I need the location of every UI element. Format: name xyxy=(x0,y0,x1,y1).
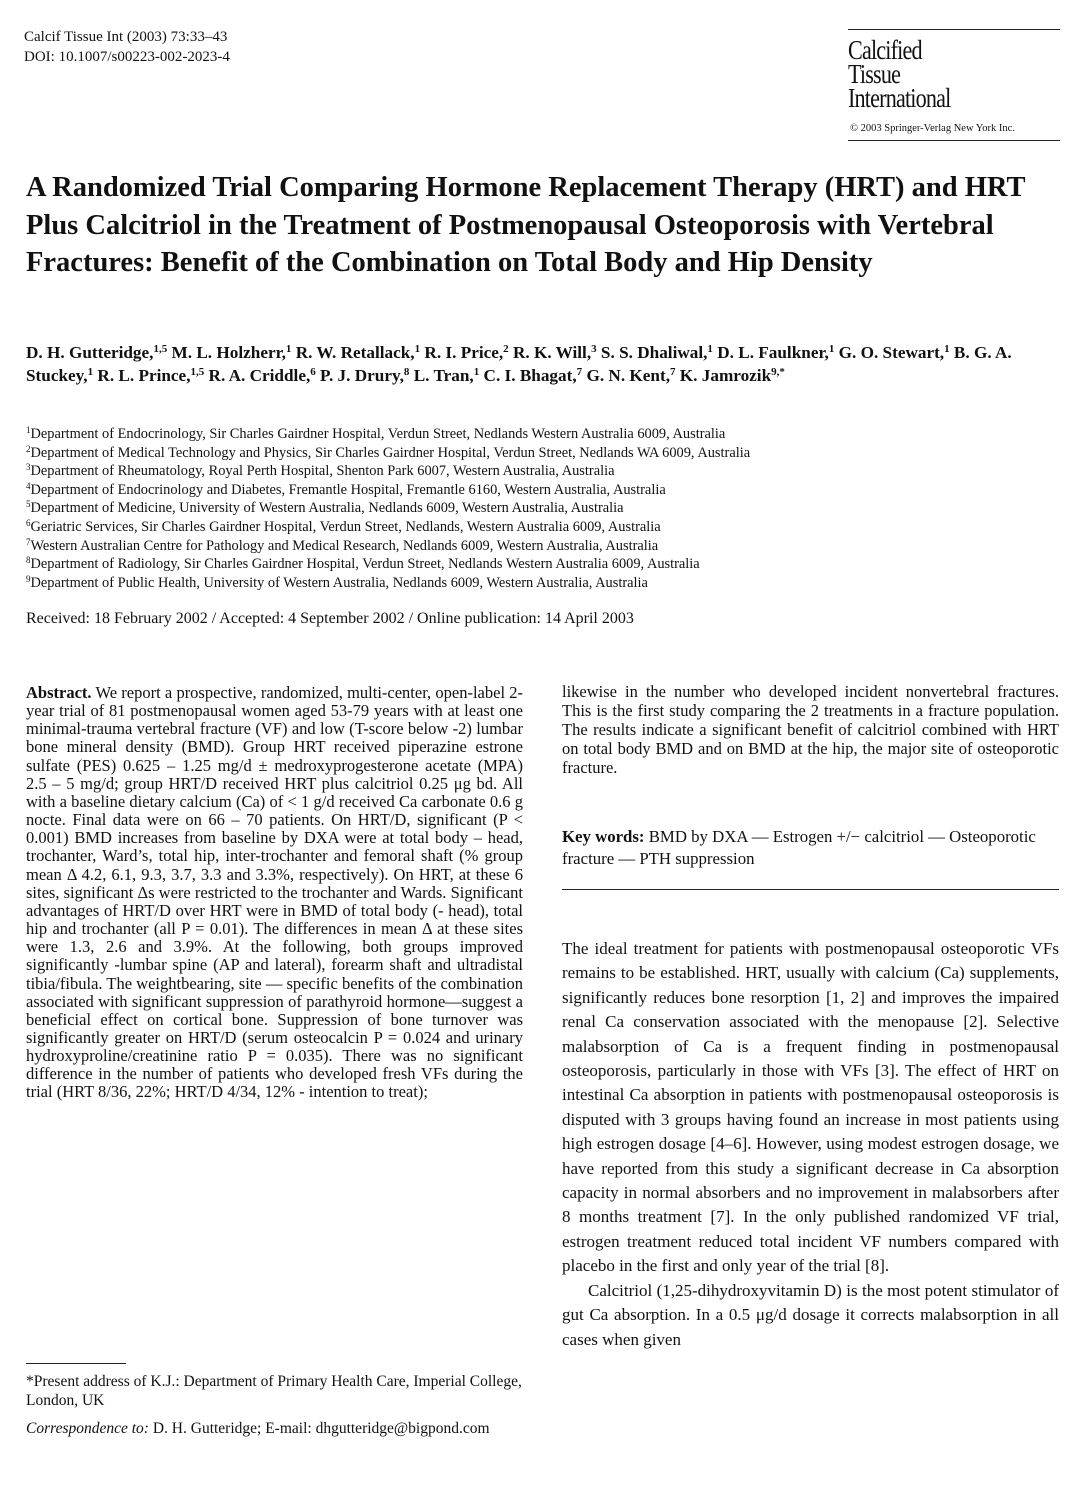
author-affiliation-marker: 9,* xyxy=(771,365,785,378)
journal-logo xyxy=(848,30,1022,116)
author xyxy=(414,366,480,385)
keywords-divider xyxy=(562,889,1059,890)
affiliation-number: 8 xyxy=(26,555,31,566)
body-paragraph: Calcitriol (1,25-dihydroxyvitamin D) is the most potent stimulator of gut Ca absorption. In a 0.5 μg/d dosage it corrects malabsorption in all cases when given xyxy=(562,1280,1059,1349)
author-affiliation-marker: 1,5 xyxy=(190,365,205,378)
abstract-right-column xyxy=(562,682,1059,777)
affiliation-text: Department of Medical Technology and Physics, Sir Charles Gairdner Hospital, Verdun Street, Nedlands WA 6009, Australia xyxy=(30,444,751,461)
journal-logo-line: Calcified xyxy=(848,35,922,65)
affiliation xyxy=(26,555,1071,574)
journal-citation: Calcif Tissue Int (2003) 73:33–43 xyxy=(24,29,228,45)
author xyxy=(513,343,597,362)
author xyxy=(209,366,316,385)
author-name: G. O. Stewart, xyxy=(838,343,945,362)
publisher-copyright: © 2003 Springer-Verlag New York Inc. xyxy=(850,123,1015,134)
affiliation-text: Department of Rheumatology, Royal Perth Hospital, Shenton Park 6007, Western Australia, Australia xyxy=(30,463,615,480)
affiliation-text: Department of Endocrinology and Diabetes, Fremantle Hospital, Fremantle 6160, Western Australia, Australia xyxy=(30,481,666,498)
author-name: L. Tran, xyxy=(413,365,474,385)
author xyxy=(839,343,950,362)
affiliation-number: 2 xyxy=(26,443,31,454)
affiliation-number: 6 xyxy=(26,517,31,528)
author xyxy=(172,343,292,362)
correspondence-note xyxy=(26,1420,523,1439)
correspondence-text: D. H. Gutteridge; E-mail: dhgutteridge@bigpond.com xyxy=(152,1420,490,1437)
affiliation-text: Department of Public Health, University of Western Australia, Nedlands 6009, Western Australia, Australia xyxy=(30,574,648,591)
footnotes xyxy=(26,1373,523,1449)
author-affiliation-marker: 1 xyxy=(473,365,480,378)
affiliation-number: 9 xyxy=(26,573,31,584)
author-name: R. A. Criddle, xyxy=(208,365,311,385)
abstract-left-column xyxy=(26,684,523,1102)
keywords xyxy=(562,826,1059,870)
affiliation-number: 7 xyxy=(26,536,31,547)
article-citation-header xyxy=(24,27,230,67)
author-name: R. I. Price, xyxy=(424,343,504,362)
author xyxy=(680,366,785,385)
affiliation-text: Department of Medicine, University of Western Australia, Nedlands 6009, Western Australia, Australia xyxy=(30,500,624,517)
author xyxy=(97,366,204,385)
affiliation xyxy=(26,425,1071,444)
author xyxy=(601,343,713,362)
author xyxy=(296,343,420,362)
author-name: R. W. Retallack, xyxy=(295,343,415,362)
author-affiliation-marker: 7 xyxy=(670,365,676,378)
author xyxy=(26,343,167,362)
author-affiliation-marker: 1 xyxy=(285,343,292,355)
author-name: B. G. A. Stuckey, xyxy=(26,343,1012,385)
logo-bottom-rule xyxy=(848,140,1060,141)
affiliation-number: 3 xyxy=(26,462,31,473)
journal-logo-box xyxy=(848,29,1060,141)
affiliation xyxy=(26,499,1071,518)
author-name: D. H. Gutteridge, xyxy=(26,343,154,362)
affiliation-text: Department of Endocrinology, Sir Charles Gairdner Hospital, Verdun Street, Nedlands Western Australia 6009, Australia xyxy=(30,426,726,442)
abstract-label: Abstract. xyxy=(26,683,92,702)
affiliation xyxy=(26,481,1071,500)
keywords-text: BMD by DXA — Estrogen +/− calcitriol — Osteoporotic fracture — PTH suppression xyxy=(562,827,1036,868)
affiliation-number: 1 xyxy=(26,425,31,435)
affiliation-text: Department of Radiology, Sir Charles Gairdner Hospital, Verdun Street, Nedlands Western Australia 6009, Australia xyxy=(30,556,700,573)
affiliation xyxy=(26,574,1071,593)
author-affiliation-marker: 6 xyxy=(310,365,316,378)
author xyxy=(320,366,409,385)
author-affiliation-marker: 1 xyxy=(944,343,950,355)
author-affiliation-marker: 1 xyxy=(828,343,835,355)
author-affiliation-marker: 7 xyxy=(576,365,583,378)
footnote-divider xyxy=(26,1363,126,1364)
author-affiliation-marker: 2 xyxy=(503,343,509,355)
correspondence-label: Correspondence to: xyxy=(26,1420,149,1437)
keywords-label: Key words: xyxy=(562,827,645,846)
abstract-continuation: likewise in the number who developed incident nonvertebral fractures. This is the first study comparing the 2 treatments in a fracture population. The results indicate a significant benefit of calcitriol combined with HRT on total body BMD and on BMD at the hip, the major site of osteoporotic fracture. xyxy=(562,682,1059,777)
author-affiliation-marker: 8 xyxy=(403,365,410,378)
author xyxy=(424,343,508,362)
body-paragraph: The ideal treatment for patients with postmenopausal osteoporotic VFs remains to be established. HRT, usually with calcium (Ca) supplements, significantly reduces bone resorption [1, 2] and improves the impaired renal Ca conservation associated with the menopause [2]. Selective malabsorption of Ca is a frequent finding in postmenopausal osteoporosis, particularly in those with VFs [3]. The effect of HRT on intestinal Ca absorption in patients with postmenopausal osteoporosis is disputed with 3 groups having found an increase in most patients using high estrogen dosage [4–6]. However, using modest estrogen dosage, we have reported from this study a significant decrease in Ca absorption capacity in normal absorbers and no improvement in malabsorbers after 8 months treatment [7]. In the only published randomized VF trial, estrogen treatment reduced total incident VF numbers compared with placebo in the first and only year of the trial [8]. xyxy=(562,939,1059,1276)
author-name: C. I. Bhagat, xyxy=(483,365,577,385)
affiliation xyxy=(26,444,1071,463)
author-name: K. Jamrozik xyxy=(679,365,772,385)
affiliation-number: 5 xyxy=(26,499,31,510)
present-address-note: *Present address of K.J.: Department of Primary Health Care, Imperial College, London, UK xyxy=(26,1373,522,1409)
author-name: P. J. Drury, xyxy=(320,365,404,385)
author-name: R. K. Will, xyxy=(512,343,592,362)
author-name: R. L. Prince, xyxy=(97,365,191,385)
affiliation-list xyxy=(26,425,1071,592)
abstract-paragraph xyxy=(26,684,523,1102)
journal-logo-line: International xyxy=(848,83,951,113)
author-name: S. S. Dhaliwal, xyxy=(600,343,708,362)
journal-logo-line: Tissue xyxy=(848,59,901,89)
author-list xyxy=(26,342,1071,388)
introduction-body xyxy=(562,937,1059,1352)
author-affiliation-marker: 1 xyxy=(707,343,713,355)
abstract-text: We report a prospective, randomized, multi-center, open-label 2-year trial of 81 postmenopausal women aged 53-79 years with at least one minimal-trauma vertebral fracture (VF) and low (T-score below -2) lumbar bone mineral density (BMD). Group HRT received piperazine estrone sulfate (PES) 0.625 – 1.25 mg/d ± medroxyprogesterone acetate (MPA) 2.5 – 5 mg/d; group HRT/D received HRT plus calcitriol 0.25 μg bd. All with a baseline dietary calcium (Ca) of < 1 g/d received Ca carbonate 0.6 g nocte. Final data were on 66 – 70 patients. On HRT/D, significant (P < 0.001) BMD increases from baseline by DXA were at total body – head, trochanter, Ward’s, total hip, inter-trochanter and femoral shaft (% group mean Δ 4.2, 6.1, 9.3, 3.7, 3.3 and 3.3%, respectively). On HRT, at these 6 sites, significant Δs were restricted to the trochanter and Wards. Significant advantages of HRT/D over HRT were in BMD of total body (- head), total hip and trochanter (all P = 0.01). The differences in mean Δ at these sites were 1.3, 2.6 and 3.9%. At the following, both groups improved significantly -lumbar spine (AP and lateral), forearm shaft and ultradistal tibia/fibula. The weightbearing, site — specific benefits of the combination associated with significant suppression of parathyroid hormone—suggest a beneficial effect on cortical bone. Suppression of bone turnover was significantly greater on HRT/D (serum osteocalcin P = 0.024 and urinary hydroxyproline/creatinine ratio P = 0.035). There was no significant difference in the number of patients who developed fresh VFs during the trial (HRT 8/36, 22%; HRT/D 4/34, 12% - intention to treat); xyxy=(26,683,523,1102)
author-affiliation-marker: 1 xyxy=(414,343,421,355)
author-affiliation-marker: 1 xyxy=(87,365,94,378)
author-affiliation-marker: 3 xyxy=(591,343,597,355)
doi: DOI: 10.1007/s00223-002-2023-4 xyxy=(24,49,230,65)
author-affiliation-marker: 1,5 xyxy=(153,343,168,355)
affiliation-text: Geriatric Services, Sir Charles Gairdner Hospital, Verdun Street, Nedlands, Western Australia 6009, Australia xyxy=(30,518,661,535)
author-name: M. L. Holzherr, xyxy=(171,343,286,362)
article-title: A Randomized Trial Comparing Hormone Replacement Therapy (HRT) and HRT Plus Calcitriol in the Treatment of Postmenopausal Osteoporosis with Vertebral Fractures: Benefit of the Combination on Total Body and Hip Density xyxy=(26,172,1025,278)
author-name: G. N. Kent, xyxy=(586,365,670,385)
affiliation-text: Western Australian Centre for Pathology and Medical Research, Nedlands 6009, Western Australia, Australia xyxy=(30,537,659,554)
publication-dates: Received: 18 February 2002 / Accepted: 4 September 2002 / Online publication: 14 April 2003 xyxy=(26,610,634,627)
author xyxy=(484,366,583,385)
affiliation xyxy=(26,537,1071,556)
affiliation xyxy=(26,462,1071,481)
author xyxy=(586,366,675,385)
affiliation xyxy=(26,518,1071,537)
author xyxy=(717,343,834,362)
author-name: D. L. Faulkner, xyxy=(717,343,829,362)
affiliation-number: 4 xyxy=(26,480,31,491)
